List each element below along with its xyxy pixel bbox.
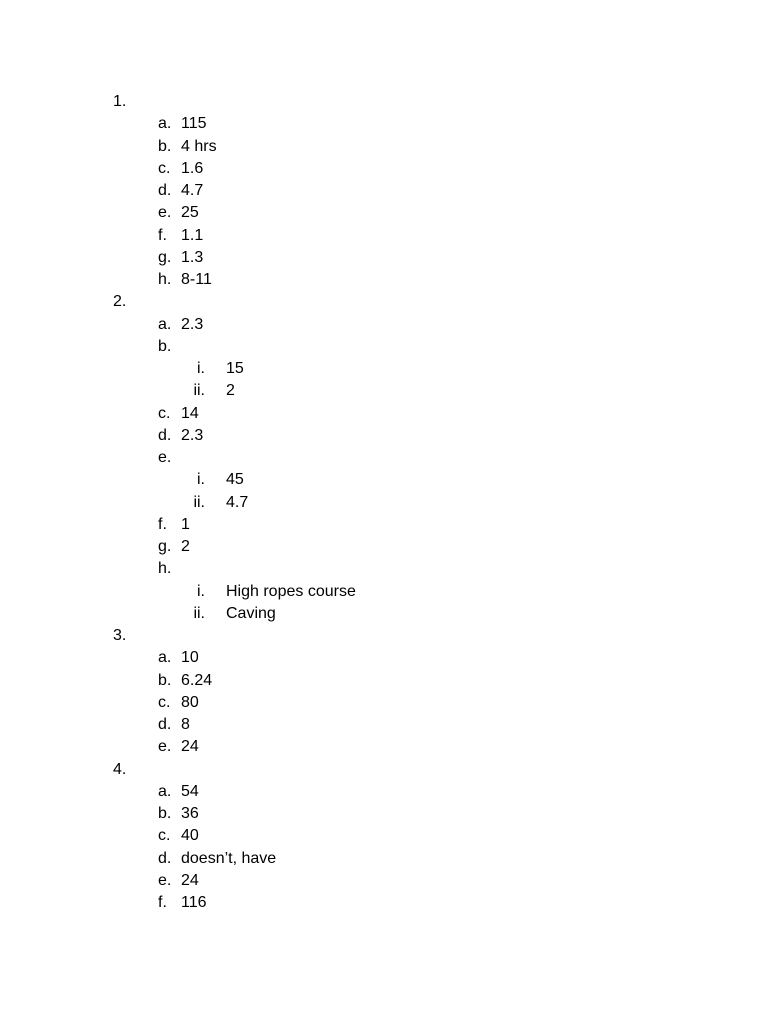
answer-text: doesn’t, have [181,849,277,867]
list-marker: 4. [113,760,127,778]
list-marker: ii. [193,382,205,400]
list-marker: a. [158,115,172,133]
list-marker: c. [158,404,171,422]
list-marker: i. [197,582,205,600]
list-item [0,314,768,336]
list-item [0,225,768,247]
answer-text: 36 [181,805,199,822]
answer-text: 15 [226,360,244,377]
list-marker: a. [158,315,172,333]
list-marker: a. [158,649,172,667]
list-marker: 3. [113,627,127,644]
list-marker: b. [158,337,172,355]
list-item [0,781,768,803]
list-item [0,848,768,870]
list-item [0,714,768,736]
answer-text: 115 [181,115,207,133]
list-item [0,892,768,914]
list-marker: 2. [113,293,127,311]
answer-text: 2.3 [181,426,204,444]
sub-list-item [0,380,768,402]
answer-text: 40 [181,827,199,845]
answer-text: Caving [226,604,276,622]
list-marker: f. [158,894,167,911]
answer-text: 14 [181,404,199,422]
list-marker: e. [158,871,172,889]
list-item [0,736,768,758]
answer-text: 4.7 [226,493,249,511]
list-item [0,558,768,580]
list-marker: i. [197,360,205,377]
question-2 [0,291,768,313]
answer-text: 25 [181,204,199,222]
answer-text: 45 [226,471,244,489]
list-item [0,336,768,358]
list-item [0,425,768,447]
list-item [0,825,768,847]
list-marker: d. [158,716,172,733]
list-item [0,158,768,180]
list-item [0,447,768,469]
answer-text: 2.3 [181,315,204,333]
list-marker: c. [158,159,171,177]
list-item [0,514,768,536]
answer-text: 8-11 [181,271,212,288]
list-item [0,870,768,892]
list-item [0,136,768,158]
sub-list-item [0,492,768,514]
answer-text: 4.7 [181,182,204,199]
answer-text: 4 hrs [181,137,217,155]
list-item [0,202,768,224]
list-marker: g. [158,538,172,555]
list-marker: d. [158,426,172,444]
list-marker: e. [158,204,172,222]
list-item [0,670,768,692]
answer-text: 10 [181,649,199,667]
answer-text: 1.1 [181,226,204,244]
answer-text: 2 [226,382,235,400]
answer-text: 24 [181,738,199,756]
answer-text: 8 [181,716,190,733]
answer-text: 1.6 [181,159,204,177]
list-item [0,113,768,135]
list-marker: h. [158,560,172,578]
question-1 [0,91,768,113]
answer-text: 24 [181,871,199,889]
sub-list-item [0,581,768,603]
list-item [0,269,768,291]
list-item [0,536,768,558]
list-marker: b. [158,805,172,822]
answer-text: 80 [181,693,199,711]
list-marker: f. [158,226,167,244]
list-item [0,647,768,669]
list-marker: d. [158,182,172,199]
list-marker: g. [158,248,172,266]
answer-text: 116 [181,894,207,911]
list-item [0,692,768,714]
list-item [0,403,768,425]
sub-list-item [0,603,768,625]
question-4 [0,759,768,781]
list-marker: ii. [193,493,205,511]
list-marker: b. [158,137,172,155]
list-marker: e. [158,449,172,466]
list-marker: 1. [113,93,127,110]
question-3 [0,625,768,647]
list-marker: e. [158,738,172,756]
answer-text: 2 [181,538,190,555]
list-marker: b. [158,671,172,689]
answer-text: 6.24 [181,671,213,689]
list-item [0,803,768,825]
list-marker: a. [158,782,172,800]
list-item [0,180,768,202]
sub-list-item [0,358,768,380]
list-marker: c. [158,693,171,711]
list-marker: h. [158,271,172,288]
answer-list [0,91,768,914]
list-marker: ii. [193,604,205,622]
answer-text: 54 [181,782,199,800]
list-marker: c. [158,827,171,845]
answer-text: 1 [181,515,190,533]
list-marker: d. [158,849,172,867]
list-item [0,247,768,269]
list-marker: i. [197,471,205,489]
sub-list-item [0,469,768,491]
answer-text: High ropes course [226,582,356,600]
list-marker: f. [158,515,167,533]
answer-text: 1.3 [181,248,204,266]
